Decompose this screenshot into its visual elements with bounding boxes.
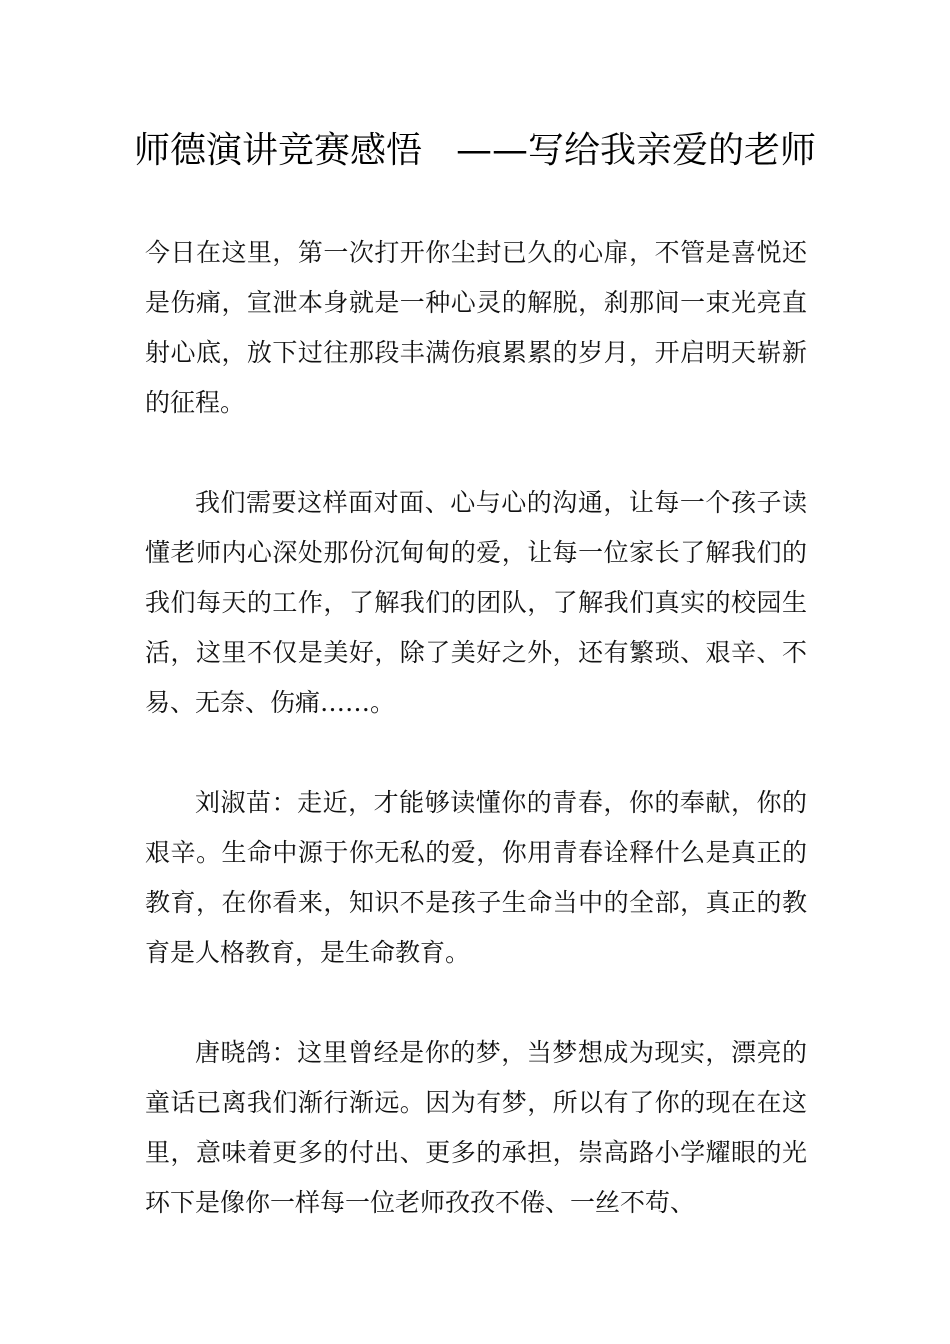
paragraph-liu-shumiao: 刘淑苗：走近，才能够读懂你的青春，你的奉献，你的艰辛。生命中源于你无私的爱，你用青春诠释什么是真正的教育，在你看来，知识不是孩子生命当中的全部，真正的教育是人格教育，是生命教育。	[145, 788, 807, 967]
document-body	[145, 228, 807, 1228]
title-main: 师德演讲竞赛感悟	[133, 130, 422, 171]
paragraph-tang-xiaoge: 唐晓鸽：这里曾经是你的梦，当梦想成为现实，漂亮的童话已离我们渐行渐远。因为有梦，所以有了你的现在在这里，意味着更多的付出、更多的承担，崇高路小学耀眼的光环下是像你一样每一位老师孜孜不倦、一丝不苟、	[145, 1038, 807, 1217]
paragraph-gap	[145, 428, 807, 478]
paragraph-communication: 我们需要这样面对面、心与心的沟通，让每一个孩子读懂老师内心深处那份沉甸甸的爱，让每一位家长了解我们的我们每天的工作，了解我们的团队，了解我们真实的校园生活，这里不仅是美好，除了美好之外，还有繁琐、艰辛、不易、无奈、伤痛……。	[145, 488, 807, 717]
paragraph-gap	[145, 978, 807, 1028]
paragraph-intro: 今日在这里，第一次打开你尘封已久的心扉，不管是喜悦还是伤痛，宣泄本身就是一种心灵的解脱，刹那间一束光亮直射心底，放下过往那段丰满伤痕累累的岁月，开启明天崭新的征程。	[145, 238, 807, 417]
paragraph-gap	[145, 728, 807, 778]
title-subtitle: ——写给我亲爱的老师	[456, 130, 817, 171]
document-title	[100, 126, 850, 176]
